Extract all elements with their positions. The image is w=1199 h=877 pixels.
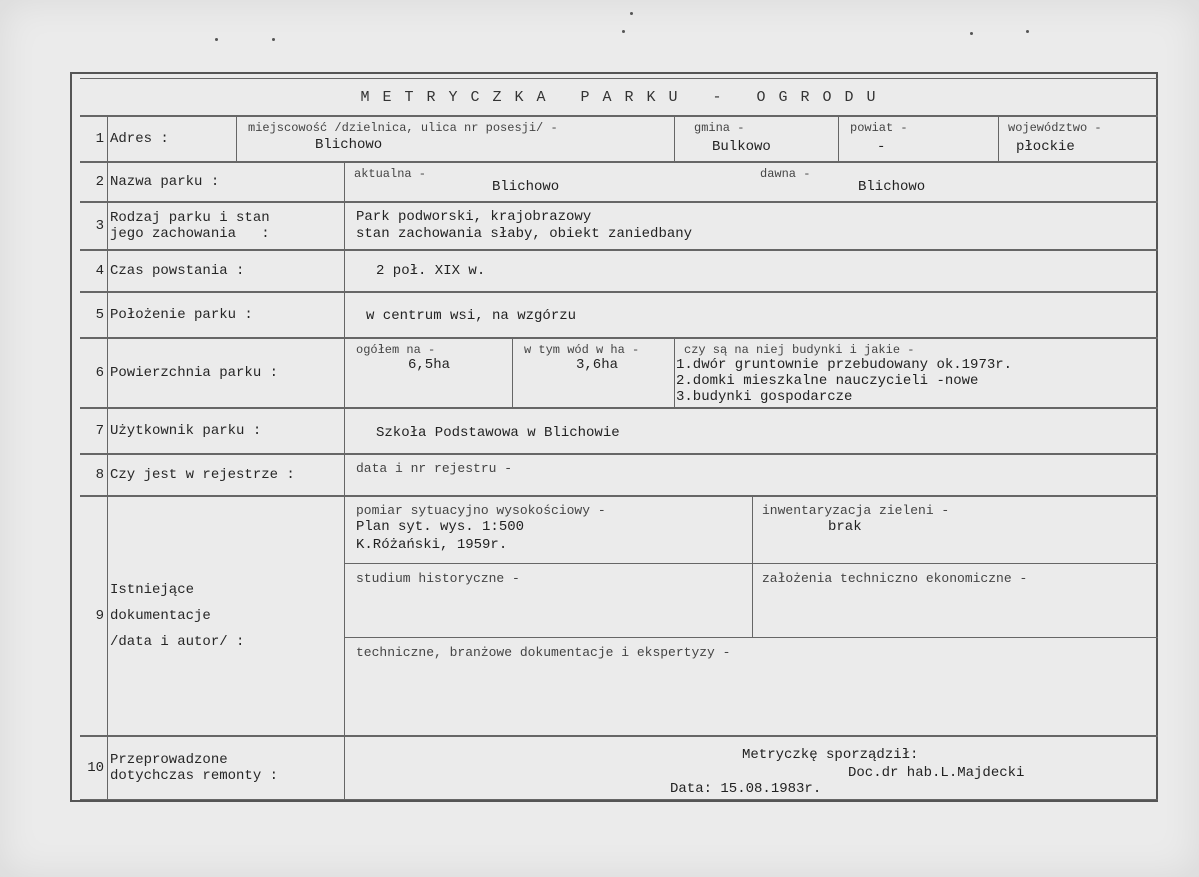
divider — [344, 737, 345, 799]
survey-value: Plan syt. wys. 1:500 — [356, 519, 525, 535]
register-label: Czy jest w rejestrze : — [110, 467, 295, 483]
row-number: 5 — [80, 293, 108, 337]
divider — [236, 117, 237, 161]
row-number: 4 — [80, 251, 108, 291]
row-number: 2 — [80, 163, 108, 201]
divider — [344, 163, 345, 201]
tech-econ-label: założenia techniczno ekonomiczne - — [762, 571, 1028, 586]
divider — [344, 637, 1158, 638]
creation-time-value: 2 poł. XIX w. — [376, 263, 486, 279]
history-study-label: studium historyczne - — [356, 571, 520, 586]
row-address — [80, 116, 1158, 162]
divider — [344, 251, 345, 291]
documentation-label — [110, 497, 244, 735]
row-documentation — [80, 496, 1158, 736]
row-park-name — [80, 162, 1158, 202]
park-record-form — [70, 72, 1158, 802]
park-name-label: Nazwa parku : — [110, 174, 220, 190]
documentation-label-line: /data i autor/ : — [110, 634, 245, 650]
paper-speck — [272, 38, 275, 41]
user-value: Szkoła Podstawowa w Blichowie — [376, 425, 620, 441]
powiat-value: - — [877, 139, 886, 155]
divider — [674, 339, 675, 407]
powiat-label: powiat - — [850, 121, 908, 135]
row-park-type — [80, 202, 1158, 250]
building-item: 3.budynki gospodarcze — [676, 389, 853, 405]
paper-speck — [215, 38, 218, 41]
divider — [838, 117, 839, 161]
survey-label: pomiar sytuacyjno wysokościowy - — [356, 503, 606, 518]
gmina-label: gmina - — [694, 121, 745, 135]
paper-speck — [1026, 30, 1029, 33]
divider — [512, 339, 513, 407]
total-area-label: ogółem na - — [356, 343, 436, 357]
divider — [344, 293, 345, 337]
area-label: Powierzchnia parku : — [110, 365, 279, 381]
row-area — [80, 338, 1158, 408]
author-name: Doc.dr hab.L.Majdecki — [848, 765, 1025, 781]
park-type-value: Park podworski, krajobrazowy — [356, 209, 592, 225]
row-number: 6 — [80, 339, 108, 407]
location-label: Położenie parku : — [110, 307, 253, 323]
inventory-label: inwentaryzacja zieleni - — [762, 503, 950, 518]
row-user — [80, 408, 1158, 454]
voivodeship-value: płockie — [1016, 139, 1075, 155]
register-value: data i nr rejestru - — [356, 461, 513, 476]
row-register — [80, 454, 1158, 496]
paper-speck — [970, 32, 973, 35]
divider — [998, 117, 999, 161]
row-number: 1 — [80, 117, 108, 161]
row-number: 9 — [80, 497, 108, 735]
divider — [344, 409, 345, 453]
park-type-label-line: Rodzaj parku i stan — [110, 210, 270, 226]
divider — [344, 339, 345, 407]
record-date: Data: 15.08.1983r. — [670, 781, 822, 797]
location-value: w centrum wsi, na wzgórzu — [366, 308, 577, 324]
divider — [752, 497, 753, 637]
park-type-label-line: jego zachowania : — [110, 226, 270, 242]
current-name-value: Blichowo — [492, 179, 560, 195]
building-item: 1.dwór gruntownie przebudowany ok.1973r. — [676, 357, 1013, 373]
documentation-label-line: Istniejące — [110, 582, 195, 598]
row-number: 7 — [80, 409, 108, 453]
buildings-label: czy są na niej budynki i jakie - — [684, 343, 915, 357]
voivodeship-label: województwo - — [1008, 121, 1102, 135]
gmina-value: Bulkowo — [712, 139, 771, 155]
form-title-row — [80, 78, 1158, 116]
park-type-label — [110, 203, 270, 249]
divider — [344, 497, 345, 735]
inventory-value: brak — [828, 519, 862, 535]
divider — [344, 455, 345, 495]
row-creation-time — [80, 250, 1158, 292]
row-number: 10 — [80, 737, 108, 799]
former-name-label: dawna - — [760, 167, 811, 181]
current-name-label: aktualna - — [354, 167, 427, 181]
total-area-value: 6,5ha — [408, 357, 451, 373]
building-item: 2.domki mieszkalne nauczycieli -nowe — [676, 373, 979, 389]
locality-label: miejscowość /dzielnica, ulica nr posesji/ - — [248, 121, 558, 135]
locality-value: Blichowo — [315, 137, 383, 153]
divider — [344, 203, 345, 249]
former-name-value: Blichowo — [858, 179, 926, 195]
prepared-by-label: Metryczkę sporządził: — [742, 747, 919, 763]
row-number: 3 — [80, 203, 108, 249]
repairs-label — [110, 737, 278, 799]
repairs-label-line: Przeprowadzone — [110, 752, 228, 768]
form-title: M E T R Y C Z K A P A R K U - O G R O D U — [360, 89, 878, 106]
address-label: Adres : — [110, 131, 169, 147]
row-repairs — [80, 736, 1158, 800]
row-location — [80, 292, 1158, 338]
divider — [674, 117, 675, 161]
condition-value: stan zachowania słaby, obiekt zaniedbany — [356, 226, 693, 242]
survey-author: K.Różański, 1959r. — [356, 537, 508, 553]
technical-docs-label: techniczne, branżowe dokumentacje i ekspertyzy - — [356, 645, 731, 660]
row-number: 8 — [80, 455, 108, 495]
paper-speck — [622, 30, 625, 33]
paper-speck — [630, 12, 633, 15]
user-label: Użytkownik parku : — [110, 423, 262, 439]
repairs-label-line: dotychczas remonty : — [110, 768, 279, 784]
water-area-label: w tym wód w ha - — [524, 343, 640, 357]
water-area-value: 3,6ha — [576, 357, 619, 373]
documentation-label-line: dokumentacje — [110, 608, 211, 624]
divider — [344, 563, 1158, 564]
creation-time-label: Czas powstania : — [110, 263, 245, 279]
